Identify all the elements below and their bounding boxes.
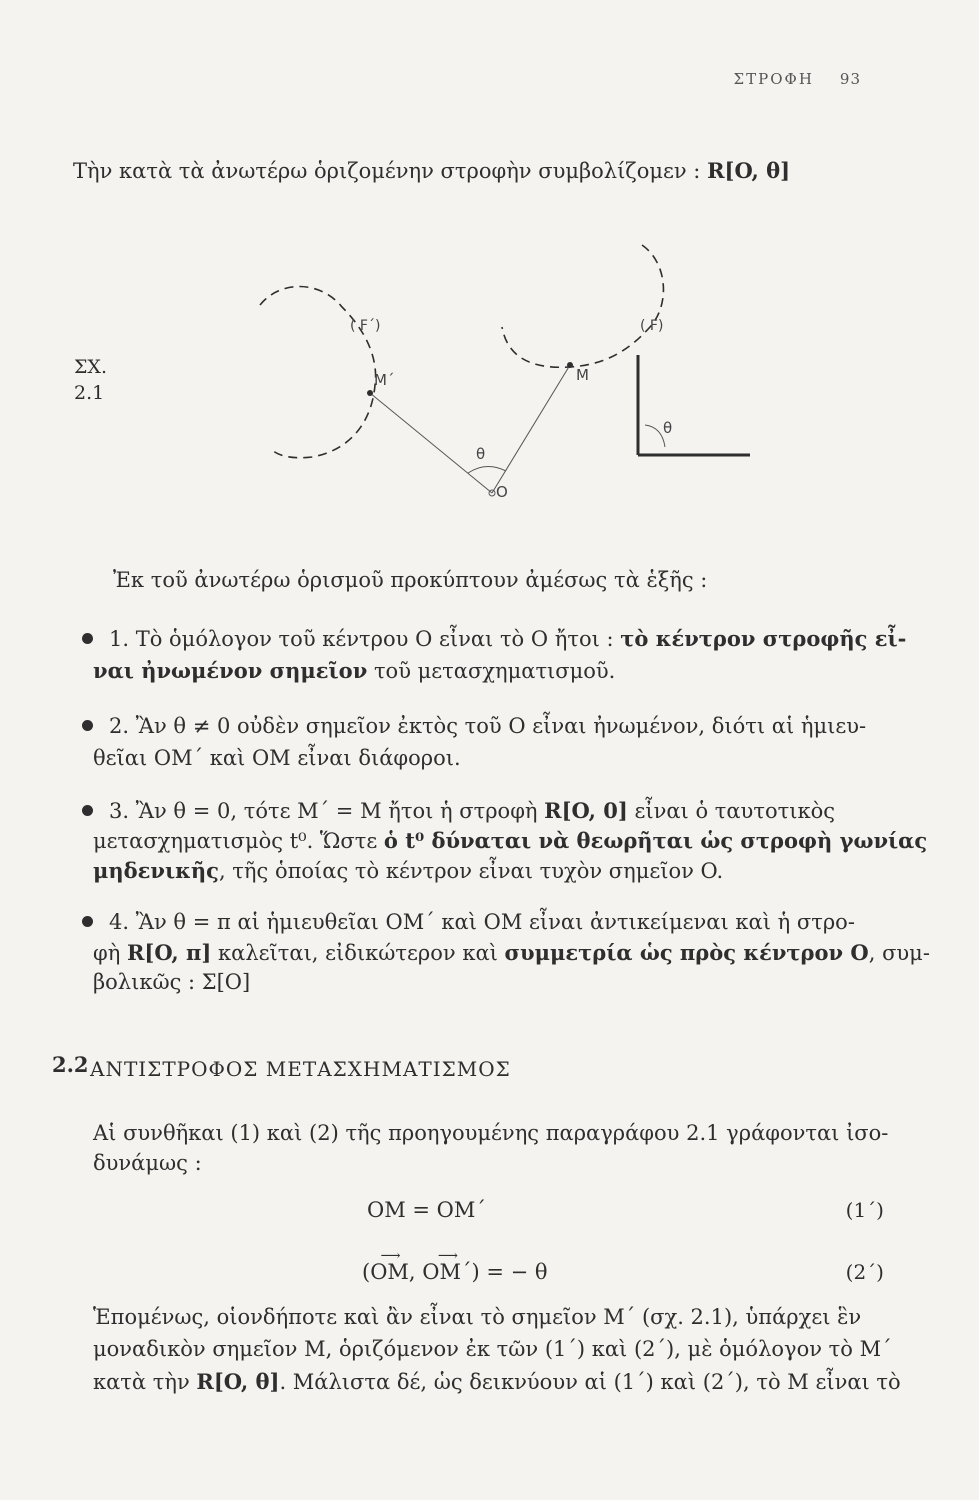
- item4-line3: βολικῶς : Σ[O]: [93, 970, 251, 994]
- label-m: M: [576, 366, 589, 384]
- vector-om-label: OM: [370, 1260, 409, 1284]
- item3-line1-tail: εἶναι ὁ ταυτοτικὸς: [627, 799, 835, 823]
- equation-2-prime-number: (2΄): [845, 1260, 884, 1284]
- vector-arrow-icon: ⟶: [437, 1248, 458, 1264]
- point-m: [567, 362, 573, 368]
- item4-symbol: R[O, π]: [126, 940, 212, 965]
- ray-om: [492, 365, 570, 493]
- item3-line2-text: μετασχηματισμὸς t⁰. Ὥστε: [93, 829, 384, 853]
- label-m-prime: M΄: [374, 371, 395, 389]
- ray-om-prime: [370, 393, 492, 493]
- angle-arc-center: [468, 466, 506, 473]
- intro-line: [73, 160, 790, 182]
- para1-line1: Αἱ συνθῆκαι (1) καὶ (2) τῆς προηγουμένης παραγράφου 2.1 γράφονται ἰσο-: [93, 1121, 889, 1145]
- para2-line2: μοναδικὸν σημεῖον M, ὁριζόμενον ἐκ τῶν (1΄) καὶ (2΄), μὲ ὁμόλογον τὸ M΄: [93, 1337, 892, 1361]
- item3-line2: [93, 830, 927, 852]
- item2-line2: θεῖαι OM΄ καὶ OM εἶναι διάφοροι.: [93, 746, 461, 770]
- item4-line2: [93, 942, 930, 964]
- equation-1-prime: OM = OM΄: [367, 1198, 486, 1222]
- para2-line3-a: κατὰ τὴν: [93, 1370, 197, 1394]
- item2-line1-text: 2. Ἂν θ ≠ 0 οὐδὲν σημεῖον ἐκτὸς τοῦ O εἶναι ἠνωμένον, διότι αἱ ἡμιευ-: [109, 714, 867, 738]
- label-f-prime: ( F΄): [350, 318, 381, 334]
- vector-arrow-icon: ⟶: [380, 1248, 401, 1264]
- figure-label-line2: 2.1: [74, 381, 105, 404]
- vector-om-prime: [422, 1248, 472, 1284]
- consequences-intro: Ἐκ τοῦ ἀνωτέρω ὁρισμοῦ προκύπτουν ἀμέσως τὰ ἑξῆς :: [113, 568, 708, 592]
- item1-line1: [82, 628, 906, 650]
- point-m-prime: [367, 390, 373, 396]
- page-number: 93: [839, 70, 861, 88]
- equation-1-prime-number: (1΄): [845, 1198, 884, 1222]
- figure-label-line1: ΣΧ.: [74, 356, 107, 378]
- item1-line2: [93, 660, 615, 682]
- label-theta-center: θ: [476, 445, 486, 463]
- item1-line2-text: τοῦ μετασχηματισμοῦ.: [367, 659, 616, 683]
- para2-line3-b: . Μάλιστα δέ, ὡς δεικνύουν αἱ (1΄) καὶ (2΄), τὸ M εἶναι τὸ: [279, 1370, 901, 1394]
- item3-line3-bold: μηδενικῆς: [93, 858, 219, 883]
- label-f: ( F): [640, 318, 664, 334]
- eq2-comma: ,: [408, 1260, 423, 1284]
- equation-2-prime: [362, 1248, 548, 1284]
- item3-line2-bold: ὁ t⁰ δύναται νὰ θεωρῆται ὡς στροφὴ γωνίας: [383, 828, 928, 853]
- item3-symbol: R[O, 0]: [544, 798, 628, 823]
- rotation-figure: [250, 235, 770, 505]
- item1-line1-text: 1. Τὸ ὁμόλογον τοῦ κέντρου O εἶναι τὸ O ἤτοι :: [109, 627, 621, 651]
- intro-text: Τὴν κατὰ τὰ ἀνωτέρω ὁριζομένην στροφὴν συμβολίζομεν :: [73, 159, 708, 183]
- item4-line2-d: , συμ-: [868, 941, 930, 965]
- bullet-icon: [82, 720, 93, 731]
- item4-line2-a: φὴ: [93, 941, 127, 965]
- label-theta-angle: θ: [663, 419, 673, 437]
- item4-line2-bold: συμμετρία ὡς πρὸς κέντρον O: [504, 940, 869, 965]
- curve-f-prime: [260, 286, 376, 457]
- bullet-icon: [82, 916, 93, 927]
- running-header: [734, 70, 861, 88]
- vector-om-prime-label: OM΄: [422, 1260, 472, 1284]
- para2-line3: [93, 1371, 901, 1393]
- item3-line3: [93, 860, 723, 882]
- bullet-icon: [82, 805, 93, 816]
- eq2-rest: ) = − θ: [471, 1260, 548, 1284]
- item4-line1: [82, 912, 855, 933]
- label-o: O: [496, 483, 508, 501]
- angle-arc-symbol: [645, 425, 665, 447]
- figure-label: [74, 355, 107, 406]
- item3-line1-text: 3. Ἂν θ = 0, τότε M΄ = M ἤτοι ἡ στροφὴ: [109, 799, 545, 823]
- item3-line1: [82, 800, 835, 822]
- item1-line1-bold: τὸ κέντρον στροφῆς εἶ-: [620, 626, 907, 651]
- curve-f: [502, 245, 663, 367]
- vector-om: [370, 1248, 409, 1284]
- item3-line3-text: , τῆς ὁποίας τὸ κέντρον εἶναι τυχὸν σημεῖον O.: [218, 859, 724, 883]
- item2-line1: [82, 716, 866, 737]
- para1-line2: δυνάμως :: [93, 1151, 202, 1175]
- section-title: ΑΝΤΙΣΤΡΟΦΟΣ ΜΕΤΑΣΧΗΜΑΤΙΣΜΟΣ: [90, 1057, 511, 1081]
- section-number: 2.2: [52, 1052, 89, 1077]
- item1-line2-bold: ναι ἠνωμένον σημεῖον: [93, 658, 368, 683]
- running-title: ΣΤΡΟΦΗ: [733, 70, 814, 88]
- intro-symbol: R[O, θ]: [707, 158, 791, 183]
- item4-line2-b: καλεῖται, εἰδικώτερον καὶ: [211, 941, 505, 965]
- bullet-icon: [82, 633, 93, 644]
- para2-symbol: R[O, θ]: [196, 1369, 280, 1394]
- item4-line1-text: 4. Ἂν θ = π αἱ ἡμιευθεῖαι OM΄ καὶ OM εἶναι ἀντικείμεναι καὶ ἡ στρο-: [109, 910, 855, 934]
- para2-line1: Ἑπομένως, οἱονδήποτε καὶ ἂν εἶναι τὸ σημεῖον M΄ (σχ. 2.1), ὑπάρχει ἓν: [93, 1305, 862, 1329]
- eq2-open: (: [362, 1260, 371, 1284]
